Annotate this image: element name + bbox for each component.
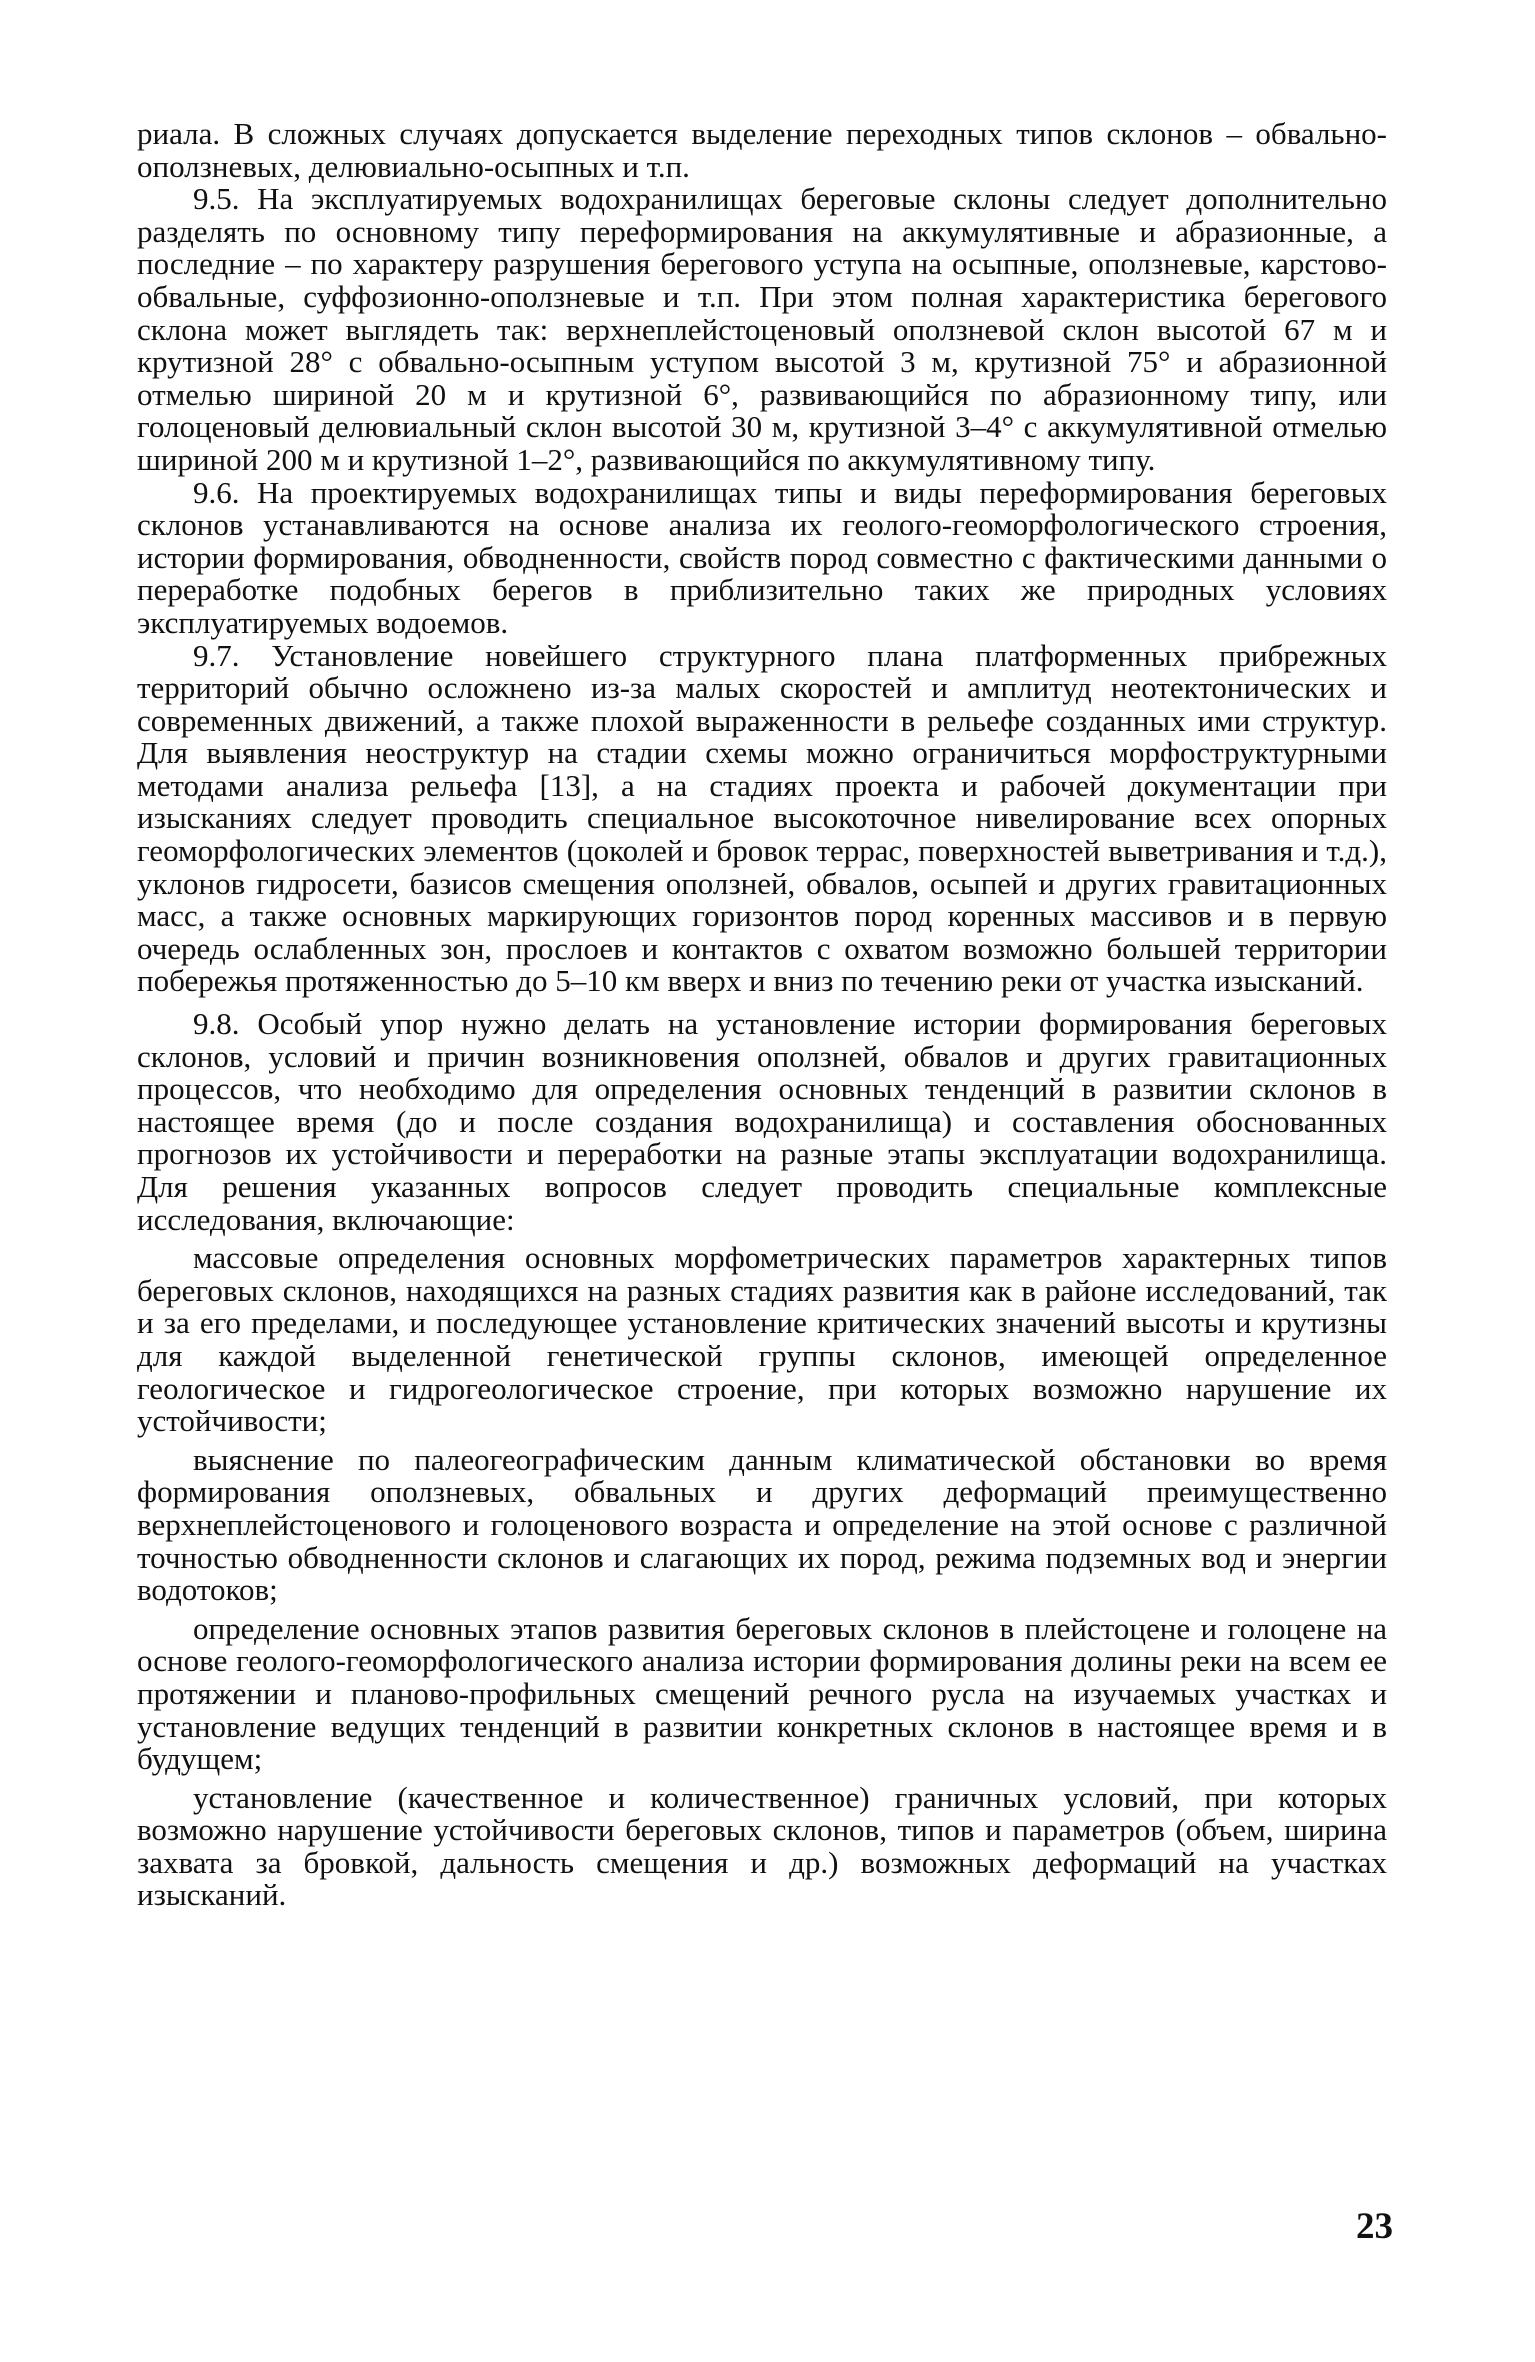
paragraph-9-7: 9.7. Установление новейшего структурного плана платформенных прибрежных территорий обычно осложнено из-за малых скоростей и амплитуд неотектонических и современных движений, а также плохой выраженности в рельефе созданных ими структур. Для выявления неоструктур на стадии схемы можно ограничиться морфоструктурными методами анализа рельефа [13], а на стадиях проекта и рабочей документации при изысканиях следует проводить специальное высокоточное нивелирование всех опорных геоморфологических элементов (цоколей и бровок террас, поверхностей выветривания и т.д.), уклонов гидросети, базисов смещения оползней, обвалов, осыпей и других гравитационных масс, а также основных маркирующих горизонтов пород коренных массивов и в первую очередь ослабленных зон, прослоев и контактов с охватом возможно большей территории побережья протяженностью до 5–10 км вверх и вниз по течению реки от участка изысканий. <box>137 637 1387 999</box>
list-item: выяснение по палеогеографическим данным климатической обстановки во время формирования оползневых, обвальных и других деформаций преимущественно верхнеплейстоценового и голоценового возраста и определение на этой основе с различной точностью обводненности склонов и слагающих их пород, режима подземных вод и энергии водотоков; <box>137 1441 1387 1608</box>
paragraph-9-5: 9.5. На эксплуатируемых водохранилищах береговые склоны следует дополнительно разделять по основному типу переформирования на аккумулятивные и абразионные, а последние – по характеру разрушения берегового уступа на осыпные, оползневые, карстово-обвальные, суффозионно-оползневые и т.п. При этом полная характеристика берегового склона может выглядеть так: верхнеплейстоценовый оползневой склон высотой 67 м и крутизной 28° с обвально-осыпным уступом высотой 3 м, крутизной 75° и абразионной отмелью шириной 20 м и крутизной 6°, развивающийся по абразионному типу, или голоценовый делювиальный склон высотой 30 м, крутизной 3–4° с аккумулятивной отмелью шириной 200 м и крутизной 1–2°, развивающийся по аккумулятивному типу. <box>137 181 1387 477</box>
list-item: установление (качественное и количественное) граничных условий, при которых возможно нарушение устойчивости береговых склонов, типов и параметров (объем, ширина захвата за бровкой, дальность смещения и др.) возможных деформаций на участках изысканий. <box>137 1779 1387 1913</box>
paragraph-continuation: риала. В сложных случаях допускается выделение переходных типов склонов – обвально-оползневых, делювиально-осыпных и т.п. <box>137 116 1387 184</box>
list-item: определение основных этапов развития береговых склонов в плейстоцене и голоцене на основе геолого-геоморфологического анализа истории формирования долины реки на всем ее протяжении и планово-профильных смещений речного русла на изучаемых участках и установление ведущих тенденций в развитии конкретных склонов в настоящее время и в будущем; <box>137 1610 1387 1777</box>
list-item: массовые определения основных морфометрических параметров характерных типов береговых склонов, находящихся на разных стадиях развития как в районе исследований, так и за его пределами, и последующее установление критических значений высоты и крутизны для каждой выделенной генетической группы склонов, имеющей определенное геологическое и гидрогеологическое строение, при которых возможно нарушение их устойчивости; <box>137 1240 1387 1439</box>
page-number: 23 <box>1356 2206 1393 2247</box>
paragraph-9-8: 9.8. Особый упор нужно делать на установление истории формирования береговых склонов, условий и причин возникновения оползней, обвалов и других гравитационных процессов, что необходимо для определения основных тенденций в развитии склонов в настоящее время (до и после создания водохранилища) и составления обоснованных прогнозов их устойчивости и переработки на разные этапы эксплуатации водохранилища. Для решения указанных вопросов следует проводить специальные комплексные исследования, включающие: <box>137 1006 1387 1237</box>
body-text <box>137 118 1387 1912</box>
paragraph-9-6: 9.6. На проектируемых водохранилищах типы и виды переформирования береговых склонов устанавливаются на основе анализа их геолого-геоморфологического строения, истории формирования, обводненности, свойств пород совместно с фактическими данными о переработке подобных берегов в приблизительно таких же природных условиях эксплуатируемых водоемов. <box>137 474 1387 640</box>
